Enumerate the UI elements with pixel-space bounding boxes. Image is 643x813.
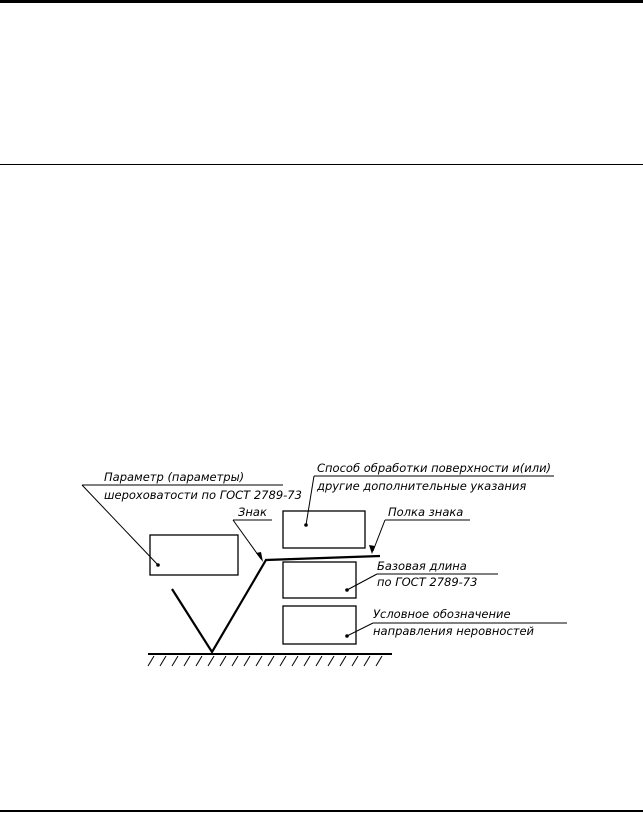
method-label-2: другие дополнительные указания: [317, 479, 527, 493]
base-dot: [345, 588, 349, 592]
base-length-label-1: Базовая длина: [377, 559, 467, 573]
surface-hatching: [148, 656, 382, 666]
direction-leader: [347, 623, 373, 636]
parameter-label-1: Параметр (параметры): [104, 470, 245, 484]
method-box: [283, 511, 365, 548]
method-label-1: Способ обработки поверхности и(или): [317, 461, 552, 475]
sign-arrowhead: [256, 552, 263, 562]
method-leader: [306, 476, 314, 525]
direction-dot: [345, 634, 349, 638]
parameter-dot: [156, 563, 160, 567]
direction-box: [283, 606, 356, 644]
roughness-sign: [172, 556, 380, 652]
base-length-label-2: по ГОСТ 2789-73: [377, 575, 478, 589]
parameter-label-2: шероховатости по ГОСТ 2789-73: [104, 488, 302, 502]
base-leader: [347, 574, 377, 590]
method-dot: [304, 523, 308, 527]
shelf-label: Полка знака: [388, 505, 464, 519]
direction-label-2: направления неровностей: [373, 624, 535, 638]
direction-label-1: Условное обозначение: [373, 607, 511, 621]
parameter-box: [150, 535, 238, 575]
base-length-box: [283, 562, 356, 598]
sign-label: Знак: [238, 505, 267, 519]
